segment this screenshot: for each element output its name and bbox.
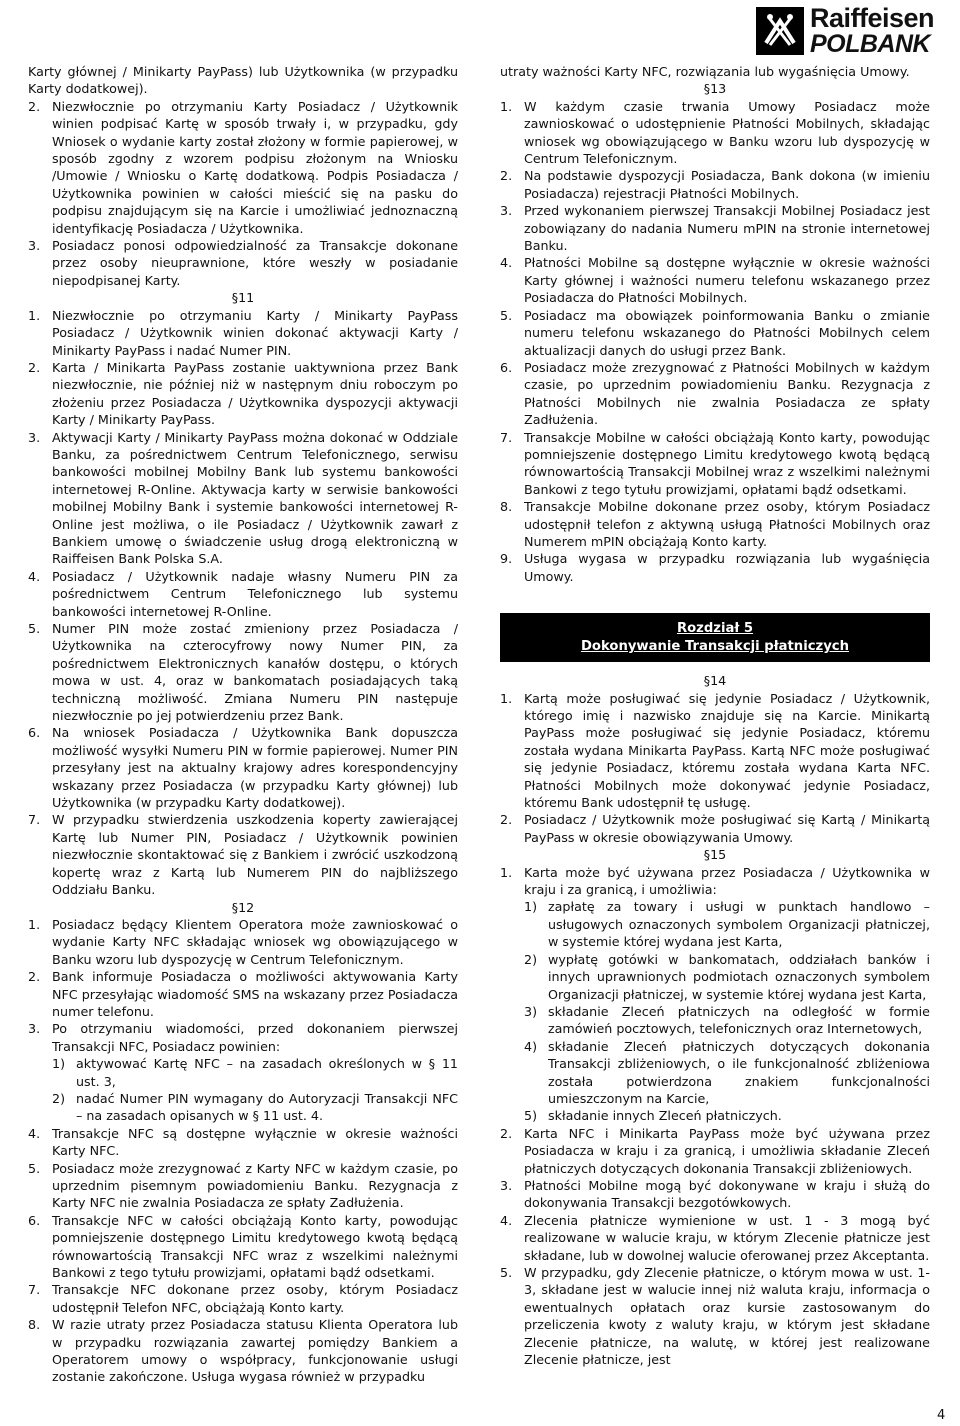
list-item bbox=[28, 429, 458, 568]
list-item bbox=[500, 307, 930, 359]
item-text: Transakcje NFC dokonane przez osoby, którym Posiadacz udostępnił Telefon NFC, obciążają Konto karty. bbox=[52, 1282, 458, 1315]
list-item bbox=[500, 864, 930, 899]
brand-name: Raiffeisen bbox=[810, 3, 935, 33]
sub-list-item bbox=[500, 898, 930, 950]
item-text: Posiadacz / Użytkownik nadaje własny Numeru PIN za pośrednictwem Centrum Telefonicznego lub systemu bankowości internetowej R-Online. bbox=[52, 568, 458, 619]
list-item bbox=[28, 568, 458, 620]
item-number: 3. bbox=[28, 429, 41, 445]
item-number: 8. bbox=[500, 499, 513, 515]
item-number: 3) bbox=[524, 1003, 538, 1019]
section-heading: §14 bbox=[703, 673, 727, 689]
item-number: 2. bbox=[28, 98, 41, 114]
item-text: Przed wykonaniem pierwszej Transakcji Mobilnej Posiadacz jest zobowiązany do nadania Numeru mPIN na stronie internetowej Banku. bbox=[524, 203, 930, 254]
list-item bbox=[28, 98, 458, 237]
list-item bbox=[500, 1264, 930, 1368]
item-text: W przypadku, gdy Zlecenie płatnicze, o którym mowa w ust. 1-3, składane jest w walucie innej niż waluta kraju, informacja o ewentualnych opłatach oraz kursie zastosowanym do przeliczenia kwoty z waluty kraju, w którym jest składane Zlecenie płatnicze, na walutę, w której jest realizowane Zlecenie płatnicze, jest bbox=[524, 1265, 930, 1368]
list-item bbox=[500, 429, 930, 499]
item-number: 4. bbox=[28, 568, 41, 584]
item-text: Usługa wygasa w przypadku rozwiązania lub wygaśnięcia Umowy. bbox=[524, 551, 930, 584]
sub-list-item bbox=[28, 1055, 458, 1090]
sub-list-item bbox=[500, 1107, 930, 1124]
item-text: Niezwłocznie po otrzymaniu Karty Posiadacz / Użytkownik winien podpisać Kartę w sposób trwały i, w przypadku, gdy Wniosek o wydanie karty został złożony w formie papierowej, w sposób zgodny z wzorem podpisu złożonym na Wniosku /Umowie / Wniosku o Kartę dodatkową. Podpis Posiadacza / Użytkownika powinien w całości mieścić się na pasku do podpisu znajdującym się na Karcie i umożliwiać jednoznaczną identyfikację Posiadacza / Użytkownika. bbox=[52, 98, 458, 236]
list-item bbox=[28, 968, 458, 1020]
list-item bbox=[500, 1125, 930, 1177]
item-number: 2. bbox=[500, 812, 513, 828]
item-text: Na podstawie dyspozycji Posiadacza, Bank dokona (w imieniu Posiadacza) rejestracji Płatności Mobilnych. bbox=[524, 168, 930, 201]
item-number: 3. bbox=[500, 203, 513, 219]
item-text: Płatności Mobilne mogą być dokonywane w kraju i służą do dokonywania Transakcji bezgotówkowych. bbox=[524, 1177, 930, 1211]
item-text: Transakcje NFC w całości obciążają Konto karty, powodując pomniejszenie dostępnego Limitu kredytowego kwotą będącą równowartością Transakcji NFC wraz z wszelkimi należnymi Bankowi z tego tytułu prowizjami, opłatami bądź odsetkami. bbox=[52, 1212, 458, 1281]
item-number: 5. bbox=[28, 621, 41, 636]
item-text: Posiadacz może zrezygnować z Płatności Mobilnych w każdym czasie, po uprzednim powiadomieniu Banku. Rezygnacja z Płatności Mobilnych nie zwalnia Posiadacza ze spłaty Zadłużenia. bbox=[524, 359, 930, 428]
list-item bbox=[500, 254, 930, 306]
list-item bbox=[28, 1020, 458, 1055]
list-item bbox=[28, 307, 458, 359]
section-heading: §15 bbox=[703, 847, 727, 863]
item-number: 2. bbox=[500, 1125, 513, 1141]
item-text: Kartą może posługiwać się jedynie Posiadacz / Użytkownik, którego imię i nazwisko znajduje się na Karcie. Minikartą PayPass może posługiwać się jedynie Posiadacz, któremu została wydana Minikarta PayPass. Kartą NFC może posługiwać się jedynie Posiadacz, któremu została wydana Karta NFC. Płatności Mobilnych może dokonywać jedynie Posiadacz, któremu Bank udostępnił tę usługę. bbox=[524, 690, 930, 811]
list-item bbox=[500, 167, 930, 202]
item-text: Posiadacz / Użytkownik może posługiwać się Kartą / Minikartą PayPass w okresie obowiązywania Umowy. bbox=[524, 812, 930, 845]
item-number: 9. bbox=[500, 551, 513, 567]
item-number: 6. bbox=[28, 725, 41, 741]
item-number: 4. bbox=[28, 1125, 41, 1141]
item-number: 4. bbox=[500, 255, 513, 271]
item-number: 2. bbox=[28, 359, 41, 375]
item-text: aktywować Kartę NFC – na zasadach określonych w § 11 ust. 3, bbox=[76, 1056, 458, 1089]
list-item bbox=[500, 1212, 930, 1264]
item-text: zapłatę za towary i usługi w punktach handlowo – usługowych oznaczonych symbolem Organizacji płatniczej, w systemie której wydana jest Karta, bbox=[548, 899, 930, 950]
item-text: W każdym czasie trwania Umowy Posiadacz może zawnioskować o udostępnienie Płatności Mobilnych, składając wniosek wg obowiązującego w Banku wzoru lub dyspozycję w Centrum Telefonicznym. bbox=[524, 98, 930, 167]
right-column bbox=[500, 63, 930, 1368]
list-item bbox=[500, 1177, 930, 1212]
list-item bbox=[28, 724, 458, 811]
section-heading: §12 bbox=[231, 899, 255, 915]
item-text: Zlecenia płatnicze wymienione w ust. 1 - 3 mogą być realizowane w walucie kraju, w którym Zlecenie płatnicze jest składane, lub w dowolnej walucie oferowanej przez Akceptanta. bbox=[524, 1212, 930, 1263]
sub-list-item bbox=[28, 1090, 458, 1125]
list-item bbox=[500, 359, 930, 429]
list-item bbox=[28, 811, 458, 898]
item-number: 2) bbox=[52, 1090, 66, 1106]
item-text: Bank informuje Posiadacza o możliwości aktywowania Karty NFC przesyłając wiadomość SMS na wskazany przez Posiadacza numer telefonu. bbox=[52, 969, 458, 1019]
item-number: 3. bbox=[500, 1177, 513, 1193]
item-text: Posiadacz będący Klientem Operatora może zawnioskować o wydanie Karty NFC składając wniosek wg obowiązującego w Banku wzoru lub dyspozycję w Centrum Telefonicznym. bbox=[52, 916, 458, 967]
item-number: 1) bbox=[524, 899, 538, 915]
item-text: Karta NFC i Minikarta PayPass może być używana przez Posiadacza w kraju i za granicą, i umożliwia składanie Zleceń płatniczych dotyczących dokonania Transakcji zbliżeniowych. bbox=[524, 1125, 930, 1176]
list-item bbox=[500, 811, 930, 846]
sub-list-item bbox=[500, 1003, 930, 1038]
item-text: nadać Numer PIN wymagany do Autoryzacji Transakcji NFC – na zasadach opisanych w § 11 ust. 4. bbox=[76, 1090, 458, 1124]
item-number: 2. bbox=[500, 168, 513, 184]
list-item bbox=[500, 690, 930, 812]
item-text: Aktywacji Karty / Minikarty PayPass można dokonać w Oddziale Banku, za pośrednictwem Centrum Telefonicznego, serwisu bankowości mobilnej Mobilny Bank lub systemu bankowości internetowej R-Online. Aktywacja karty w serwisie bankowości mobilnej Mobilny Bank i systemie bankowości internetowej R-Online jest możliwa, o ile Posiadacz / Użytkownik zawarł z Bankiem umowę o świadczenie usług drogą elektroniczną w Raiffeisen Bank Polska S.A. bbox=[52, 429, 458, 567]
item-number: 5. bbox=[500, 1265, 513, 1280]
item-text: Transakcje Mobilne dokonane przez osoby, którym Posiadacz udostępnił telefon z aktywną usługą Płatności Mobilnych oraz Numerem mPIN obciążają Konto karty. bbox=[524, 499, 930, 549]
item-text: składanie innych Zleceń płatniczych. bbox=[548, 1108, 782, 1124]
list-item bbox=[500, 498, 930, 550]
section-heading: §11 bbox=[231, 290, 255, 306]
item-number: 6. bbox=[500, 359, 513, 375]
list-item bbox=[500, 202, 930, 254]
item-text: Karta może być używana przez Posiadacza / Użytkownika w kraju i za granicą, i umożliwia: bbox=[524, 864, 930, 898]
sub-list-item bbox=[500, 1038, 930, 1108]
item-number: 4) bbox=[524, 1038, 538, 1054]
item-text: Posiadacz ma obowiązek poinformowania Banku o zmianie numeru telefonu wskazanego do Płatności Mobilnych celem aktualizacji danych do usługi przez Bank. bbox=[524, 307, 930, 358]
item-number: 1. bbox=[500, 98, 513, 114]
item-number: 2. bbox=[28, 969, 41, 985]
list-item bbox=[500, 550, 930, 585]
raiffeisen-polbank-logo bbox=[756, 5, 946, 57]
list-item bbox=[28, 237, 458, 289]
item-text: Karta / Minikarta PayPass zostanie uaktywniona przez Bank niezwłocznie, nie później niż w następnym dniu roboczym po złożeniu przez Posiadacza / Użytkownika dyspozycji aktywacji Karty / Minikarty PayPass. bbox=[52, 359, 458, 428]
chapter-number: Rozdział 5 bbox=[676, 621, 754, 637]
list-item bbox=[28, 1316, 458, 1386]
item-text: Transakcje Mobilne w całości obciążają Konto karty, powodując pomniejszenie dostępnego Limitu kredytowego kwotą będącą równowartością Transakcji Mobilnej wraz z wszelkimi należnymi Bankowi z tego tytułu prowizjami, opłatami bądź odsetkami. bbox=[524, 429, 930, 497]
item-number: 5) bbox=[524, 1108, 538, 1124]
item-number: 8. bbox=[28, 1317, 41, 1333]
item-number: 1. bbox=[500, 690, 513, 706]
list-item bbox=[28, 1212, 458, 1282]
item-number: 5. bbox=[500, 307, 513, 323]
list-item bbox=[28, 1125, 458, 1160]
brand-sub: POLBANK bbox=[810, 30, 931, 58]
chapter-heading bbox=[500, 613, 930, 662]
item-text: Niezwłocznie po otrzymaniu Karty / Minikarty PayPass Posiadacz / Użytkownik winien dokonać aktywacji Karty / Minikarty PayPass i nadać Numer PIN. bbox=[52, 307, 458, 358]
item-text: Płatności Mobilne są dostępne wyłącznie w okresie ważności Karty głównej i ważności numeru telefonu wskazanego przez Posiadacza do Płatności Mobilnych. bbox=[524, 255, 930, 306]
item-text: składanie Zleceń płatniczych dotyczących dokonania Transakcji zbliżeniowych, o ile funkcjonalność zbliżeniowa została potwierdzona znakiem funkcjonalności umieszczonym na Karcie, bbox=[548, 1038, 930, 1106]
paragraph: utraty ważności Karty NFC, rozwiązania lub wygaśnięcia Umowy. bbox=[500, 64, 910, 79]
item-number: 6. bbox=[28, 1212, 41, 1228]
item-number: 1. bbox=[28, 307, 41, 323]
item-number: 1. bbox=[500, 864, 513, 880]
left-column bbox=[28, 63, 458, 1386]
item-number: 3. bbox=[28, 238, 41, 254]
list-item bbox=[28, 1160, 458, 1212]
item-number: 7. bbox=[28, 1282, 41, 1298]
item-text: Na wniosek Posiadacza / Użytkownika Bank dopuszcza możliwość wysyłki Numeru PIN w formie papierowej. Numer PIN przesyłany jest na aktualny krajowy adres korespondencyjny wskazany przez Posiadacza (w przypadku Karty głównej) lub Użytkownika (w przypadku Karty dodatkowej). bbox=[52, 725, 458, 811]
item-text: W razie utraty przez Posiadacza statusu Klienta Operatora lub w przypadku rozwiązania zawartej pomiędzy Bankiem a Operatorem umowy o współpracy, funkcjonowanie usługi zostanie zakończone. Usługa wygasa również w przypadku bbox=[52, 1317, 458, 1385]
item-number: 1. bbox=[28, 916, 41, 932]
item-text: składanie Zleceń płatniczych na odległość w formie zamówień pocztowych, telefonicznych oraz Internetowych, bbox=[548, 1003, 930, 1037]
item-number: 7. bbox=[28, 812, 41, 828]
item-number: 7. bbox=[500, 429, 513, 445]
item-text: Transakcje NFC są dostępne wyłącznie w okresie ważności Karty NFC. bbox=[52, 1125, 458, 1159]
list-item bbox=[28, 620, 458, 724]
list-item bbox=[28, 1281, 458, 1316]
item-text: Numer PIN może zostać zmieniony przez Posiadacza / Użytkownika na czterocyfrowy nowy Numer PIN, za pośrednictwem Elektronicznych kanałów dostępu, o których mowa w ust. 4, oraz w bankomatach posiadających taką techniczną możliwość. Zmiana Numeru PIN następuje niezwłocznie po jej potwierdzeniu przez Bank. bbox=[52, 621, 458, 724]
item-number: 3. bbox=[28, 1021, 41, 1037]
sub-list-item bbox=[500, 951, 930, 1003]
section-heading: §13 bbox=[703, 81, 727, 97]
list-item bbox=[28, 916, 458, 968]
list-item bbox=[500, 98, 930, 168]
item-number: 2) bbox=[524, 951, 538, 967]
item-number: 4. bbox=[500, 1212, 513, 1228]
item-number: 5. bbox=[28, 1160, 41, 1176]
item-text: Posiadacz może zrezygnować z Karty NFC w każdym czasie, po uprzednim pisemnym powiadomieniu Banku. Rezygnacja z Karty NFC nie zwalnia Posiadacza ze spłaty Zadłużenia. bbox=[52, 1160, 458, 1211]
list-item bbox=[28, 359, 458, 429]
item-text: W przypadku stwierdzenia uszkodzenia koperty zawierającej Kartę lub Numer PIN, Posiadacz / Użytkownik powinien niezwłocznie skontaktować się z Bankiem i zwrócić uszkodzoną kopertę wraz z Kartą lub Numerem PIN do najbliższego Oddziału Banku. bbox=[52, 812, 458, 898]
page-number: 4 bbox=[937, 1408, 946, 1423]
chapter-title: Dokonywanie Transakcji płatniczych bbox=[580, 639, 850, 655]
paragraph: Karty głównej / Minikarty PayPass) lub Użytkownika (w przypadku Karty dodatkowej). bbox=[28, 64, 458, 97]
item-text: Po otrzymaniu wiadomości, przed dokonaniem pierwszej Transakcji NFC, Posiadacz powinien: bbox=[52, 1021, 458, 1054]
item-text: wypłatę gotówki w bankomatach, oddziałach banków i innych uprawnionych podmiotach oznaczonych symbolem Organizacji płatniczej, w systemie której wydana jest Karta, bbox=[548, 951, 930, 1002]
item-text: Posiadacz ponosi odpowiedzialność za Transakcje dokonane przez osoby nieuprawnione, które weszły w posiadanie niepodpisanej Karty. bbox=[52, 238, 458, 288]
item-number: 1) bbox=[52, 1056, 66, 1072]
